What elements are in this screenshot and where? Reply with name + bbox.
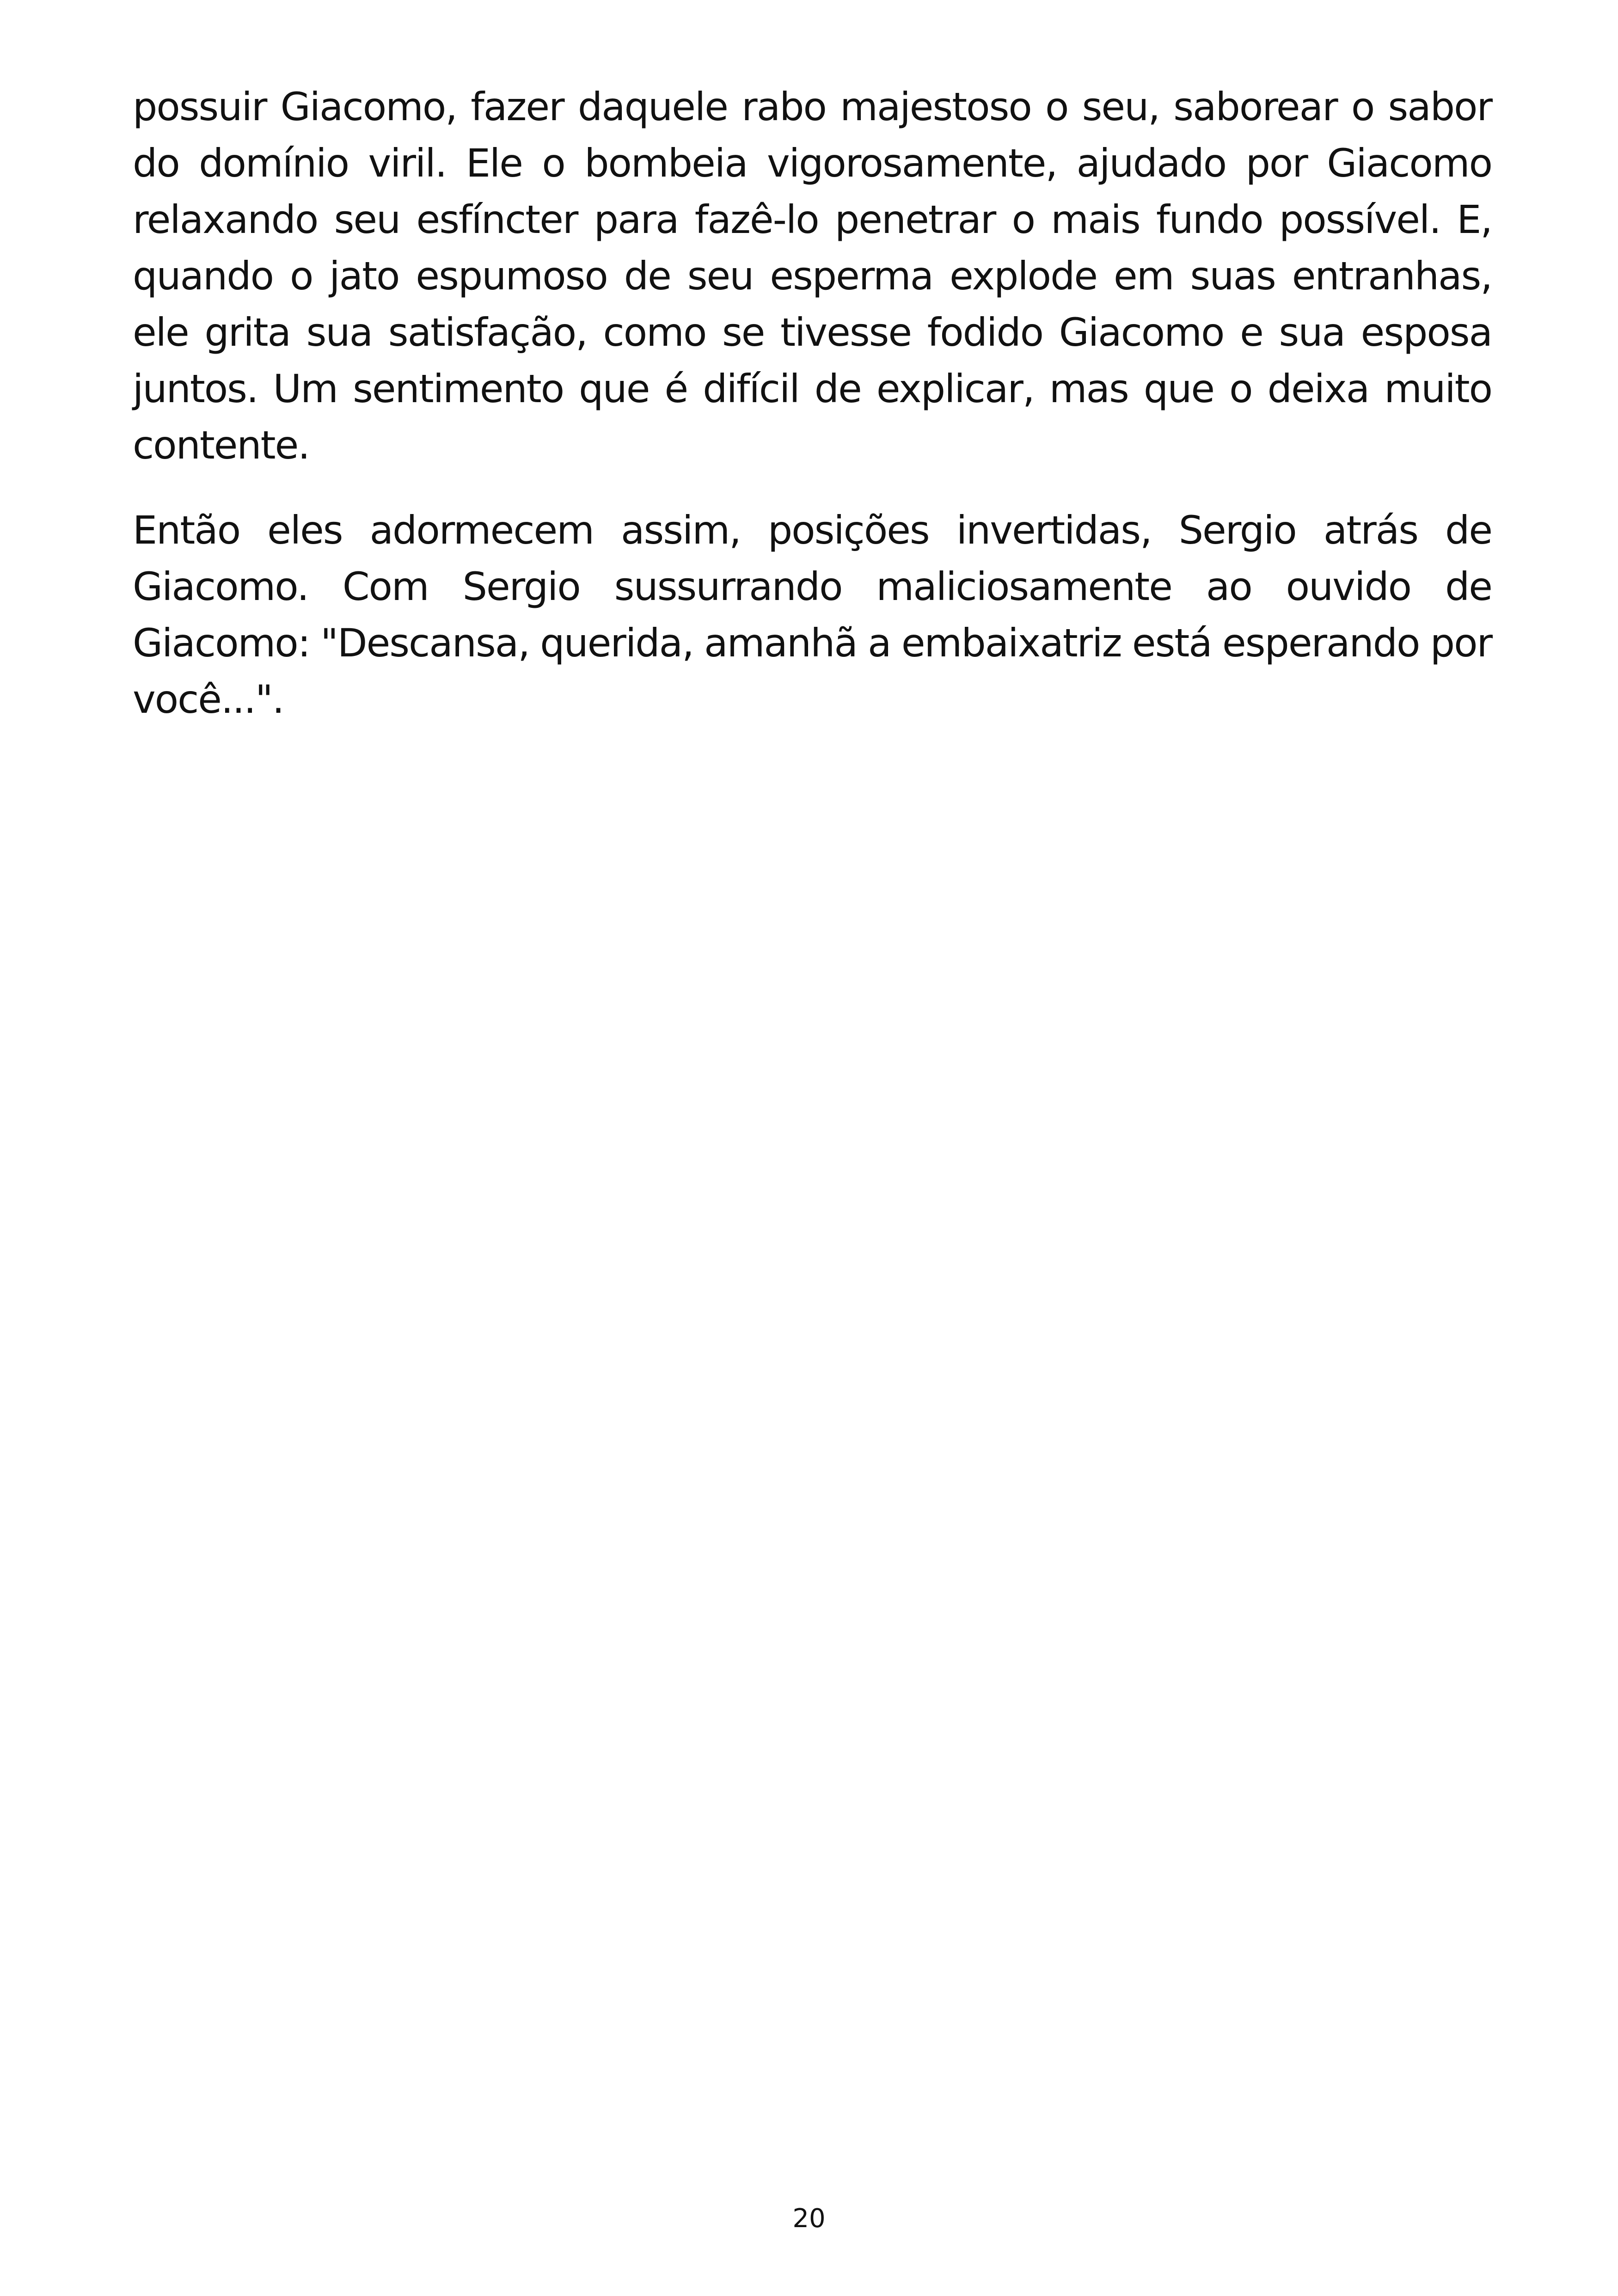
paragraph-1: possuir Giacomo, fazer daquele rabo majestoso o seu, saborear o sabor do domínio viril. Ele o bombeia vigorosamente, ajudado por Giacomo relaxando seu esfíncter para fazê-lo penetrar o mais fundo possível. E, quando o jato espumoso de seu esperma explode em suas entranhas, ele grita sua satisfação, como se tivesse fodido Giacomo e sua esposa juntos. Um sentimento que é difícil de explicar, mas que o deixa muito contente. <box>133 84 1492 468</box>
body-text <box>133 79 1492 756</box>
paragraph-2: Então eles adormecem assim, posições invertidas, Sergio atrás de Giacomo. Com Sergio sussurrando maliciosamente ao ouvido de Giacomo: "Descansa, querida, amanhã a embaixatriz está esperando por você...". <box>133 508 1492 722</box>
page-number: 20 <box>792 2204 826 2234</box>
